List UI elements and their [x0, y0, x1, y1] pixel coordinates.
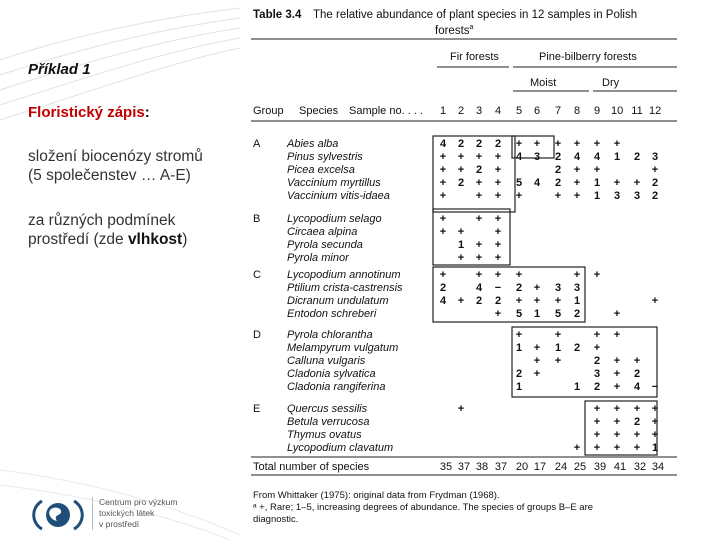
abundance-cell: 1 [593, 177, 601, 189]
species-name: Vaccinium vitis-idaea [287, 190, 390, 202]
abundance-cell: + [554, 355, 562, 367]
abundance-cell: + [457, 151, 465, 163]
abundance-cell: + [439, 190, 447, 202]
institution-logo [32, 495, 222, 535]
abundance-cell: + [573, 177, 581, 189]
abundance-cell: 2 [554, 151, 562, 163]
abundance-cell: + [633, 442, 641, 454]
sample-number: 5 [515, 105, 523, 117]
footnote-line3: diagnostic. [253, 514, 299, 525]
caption-line2 [435, 22, 473, 37]
abundance-cell: + [475, 190, 483, 202]
abundance-cell: 2 [494, 138, 502, 150]
abundance-cell: 1 [515, 381, 523, 393]
para1-line1: složení biocenózy stromů [28, 148, 203, 165]
abundance-cell: + [533, 355, 541, 367]
abundance-cell: + [613, 308, 621, 320]
species-name: Pyrola secunda [287, 239, 363, 251]
table-scan [247, 3, 681, 531]
abundance-cell: + [515, 138, 523, 150]
total-value: 39 [593, 461, 607, 473]
para2-text: prostředí (zde [28, 231, 128, 248]
abundance-cell: + [651, 429, 659, 441]
abundance-cell: + [494, 308, 502, 320]
paragraph-conditions [28, 211, 187, 249]
group-label: E [253, 403, 261, 415]
abundance-cell: 4 [533, 177, 541, 189]
species-name: Pinus sylvestris [287, 151, 363, 163]
abundance-cell: 1 [573, 295, 581, 307]
species-name: Cladonia rangiferina [287, 381, 386, 393]
abundance-cell: 2 [554, 164, 562, 176]
abundance-cell: 4 [633, 381, 641, 393]
abundance-cell: + [613, 416, 621, 428]
abundance-cell: 1 [651, 442, 659, 454]
abundance-cell: 3 [573, 282, 581, 294]
sample-column-header: Sample no. . . . [349, 105, 423, 117]
abundance-cell: + [633, 403, 641, 415]
abundance-cell: + [593, 403, 601, 415]
abundance-cell: + [439, 213, 447, 225]
abundance-cell: + [439, 177, 447, 189]
abundance-cell: + [494, 190, 502, 202]
abundance-cell: 2 [554, 177, 562, 189]
abundance-cell: + [613, 177, 621, 189]
abundance-cell: 4 [573, 151, 581, 163]
species-name: Lycopodium selago [287, 213, 382, 225]
abundance-cell: + [475, 151, 483, 163]
species-name: Thymus ovatus [287, 429, 362, 441]
caption-sup: a [469, 24, 474, 31]
group-label: D [253, 329, 261, 341]
group-label: A [253, 138, 261, 150]
abundance-cell: + [633, 429, 641, 441]
para1-line2: (5 společenstev … A-E) [28, 167, 191, 184]
abundance-cell: + [533, 368, 541, 380]
species-name: Lycopodium annotinum [287, 269, 401, 281]
abundance-cell: + [515, 329, 523, 341]
abundance-cell: + [494, 213, 502, 225]
abundance-cell: 4 [439, 138, 447, 150]
abundance-cell: + [494, 269, 502, 281]
moist-header: Moist [530, 77, 557, 89]
group-label: B [253, 213, 261, 225]
abundance-cell: 2 [651, 177, 659, 189]
abundance-cell: + [613, 368, 621, 380]
abundance-cell: + [613, 329, 621, 341]
abundance-cell: + [593, 269, 601, 281]
abundance-cell: 1 [533, 308, 541, 320]
abundance-cell: + [457, 226, 465, 238]
abundance-cell: + [457, 403, 465, 415]
paragraph-composition [28, 147, 203, 185]
sample-number: 8 [573, 105, 581, 117]
abundance-cell: + [533, 282, 541, 294]
caption-forests: forests [435, 24, 470, 37]
species-name: Picea excelsa [287, 164, 355, 176]
species-name: Circaea alpina [287, 226, 358, 238]
abundance-cell: 2 [651, 190, 659, 202]
abundance-cell: + [533, 295, 541, 307]
abundance-cell: + [494, 252, 502, 264]
footnote-line2: ᵃ +, Rare; 1–5, increasing degrees of abundance. The species of groups B–E are [253, 502, 594, 513]
abundance-cell: + [475, 177, 483, 189]
abundance-cell: 3 [613, 190, 621, 202]
abundance-cell: − [651, 381, 659, 393]
caption-line1: The relative abundance of plant species in 12 samples in Polish [313, 9, 638, 21]
abundance-cell: + [515, 190, 523, 202]
abundance-cell: + [554, 190, 562, 202]
abundance-cell: 2 [439, 282, 447, 294]
abundance-cell: 2 [475, 295, 483, 307]
abundance-cell: 2 [457, 177, 465, 189]
sample-number: 6 [533, 105, 541, 117]
abundance-cell: 5 [515, 177, 523, 189]
total-value: 41 [613, 461, 627, 473]
left-text-panel [28, 0, 243, 540]
abundance-cell: 4 [515, 151, 523, 163]
logo-line2: toxických látek [99, 508, 155, 518]
abundance-cell: 4 [475, 282, 483, 294]
fir-forests-header: Fir forests [450, 51, 499, 63]
pine-bilberry-header: Pine-bilberry forests [539, 51, 637, 63]
abundance-cell: 3 [533, 151, 541, 163]
abundance-cell: + [573, 269, 581, 281]
total-value: 25 [573, 461, 587, 473]
abundance-cell: + [515, 269, 523, 281]
abundance-cell: + [633, 355, 641, 367]
abundance-cell: + [573, 164, 581, 176]
species-name: Dicranum undulatum [287, 295, 389, 307]
logo-line3: v prostředí [99, 519, 140, 529]
abundance-cell: 2 [515, 368, 523, 380]
abundance-cell: + [457, 252, 465, 264]
abundance-cell: + [593, 429, 601, 441]
abundance-cell: + [533, 138, 541, 150]
species-name: Vaccinium myrtillus [287, 177, 381, 189]
section-title [28, 104, 150, 121]
abundance-cell: + [593, 329, 601, 341]
total-value: 34 [651, 461, 665, 473]
sample-number: 2 [457, 105, 465, 117]
abundance-cell: 3 [633, 190, 641, 202]
species-name: Quercus sessilis [287, 403, 368, 415]
abundance-cell: + [613, 403, 621, 415]
abundance-cell: + [613, 381, 621, 393]
para2-line2 [28, 230, 187, 249]
logo-line1: Centrum pro výzkum [99, 497, 178, 507]
abundance-cell: + [554, 329, 562, 341]
sample-number: 3 [475, 105, 483, 117]
species-name: Calluna vulgaris [287, 355, 366, 367]
section-title-colon: : [144, 104, 150, 121]
total-value: 35 [439, 461, 453, 473]
abundance-cell: 3 [554, 282, 562, 294]
species-name: Pyrola chlorantha [287, 329, 373, 341]
sample-number: 4 [494, 105, 502, 117]
abundance-cell: + [651, 416, 659, 428]
abundance-cell: 2 [593, 381, 601, 393]
group-column-header: Group [253, 105, 284, 117]
para2-line1: za různých podmínek [28, 212, 176, 229]
species-name: Betula verrucosa [287, 416, 370, 428]
abundance-cell: + [613, 429, 621, 441]
sample-number: 10 [611, 105, 624, 117]
abundance-cell: 3 [651, 151, 659, 163]
abundance-cell: 2 [573, 308, 581, 320]
section-title-text: Floristický zápis [28, 104, 145, 121]
abundance-cell: + [515, 295, 523, 307]
abundance-cell: 2 [633, 368, 641, 380]
species-name: Lycopodium clavatum [287, 442, 394, 454]
abundance-cell: + [573, 442, 581, 454]
sample-number: 11 [631, 105, 643, 117]
abundance-cell: + [593, 164, 601, 176]
abundance-cell: + [494, 164, 502, 176]
abundance-cell: + [573, 190, 581, 202]
total-value: 24 [554, 461, 568, 473]
abundance-cell: + [613, 355, 621, 367]
total-value: 37 [457, 461, 471, 473]
abundance-cell: + [633, 177, 641, 189]
abundance-cell: + [494, 226, 502, 238]
abundance-cell: 2 [475, 138, 483, 150]
abundance-cell: + [651, 403, 659, 415]
sample-number: 7 [554, 105, 562, 117]
abundance-cell: + [439, 269, 447, 281]
abundance-cell: + [475, 213, 483, 225]
species-name: Ptilium crista-castrensis [287, 282, 403, 294]
dry-header: Dry [602, 77, 620, 89]
abundance-cell: + [533, 342, 541, 354]
abundance-cell: + [439, 164, 447, 176]
para2-bold: vlhkost [127, 231, 183, 248]
abundance-cell: + [554, 138, 562, 150]
logo-text [92, 497, 177, 530]
abundance-cell: + [457, 164, 465, 176]
species-name: Cladonia sylvatica [287, 368, 376, 380]
abundance-cell: + [475, 252, 483, 264]
species-name: Entodon schreberi [287, 308, 377, 320]
sample-number: 9 [593, 105, 601, 117]
abundance-cell: + [651, 295, 659, 307]
abundance-cell: 2 [633, 151, 641, 163]
abundance-cell: 4 [439, 295, 447, 307]
abundance-cell: 5 [515, 308, 523, 320]
abundance-cell: + [593, 138, 601, 150]
abundance-cell: + [554, 295, 562, 307]
globe-logo-icon [32, 495, 84, 535]
abundance-cell: 3 [593, 368, 601, 380]
species-name: Pyrola minor [287, 252, 349, 264]
caption-label: Table 3.4 [253, 9, 302, 21]
abundance-cell: + [593, 442, 601, 454]
abundance-cell: + [494, 239, 502, 251]
sample-number: 1 [439, 105, 447, 117]
abundance-cell: + [494, 177, 502, 189]
abundance-cell: 2 [593, 355, 601, 367]
abundance-cell: 1 [457, 239, 465, 251]
abundance-cell: 2 [494, 295, 502, 307]
abundance-cell: 5 [554, 308, 562, 320]
abundance-cell: − [494, 282, 502, 294]
para2-close: ) [182, 231, 188, 248]
abundance-cell: 2 [573, 342, 581, 354]
abundance-cell: + [494, 151, 502, 163]
abundance-cell: + [593, 416, 601, 428]
abundance-cell: + [573, 138, 581, 150]
abundance-cell: + [651, 164, 659, 176]
abundance-cell: 4 [593, 151, 601, 163]
abundance-cell: + [613, 138, 621, 150]
group-label: C [253, 269, 261, 281]
abundance-cell: 1 [613, 151, 621, 163]
total-value: 32 [633, 461, 647, 473]
abundance-cell: 1 [554, 342, 562, 354]
total-label: Total number of species [253, 461, 370, 473]
total-value: 20 [515, 461, 529, 473]
total-value: 17 [533, 461, 547, 473]
abundance-cell: 2 [515, 282, 523, 294]
total-value: 38 [475, 461, 489, 473]
species-name: Melampyrum vulgatum [287, 342, 399, 354]
species-name: Abies alba [287, 138, 339, 150]
abundance-cell: + [439, 226, 447, 238]
abundance-cell: + [475, 269, 483, 281]
abundance-cell: + [475, 239, 483, 251]
footnote-line1: From Whittaker (1975): original data from Frydman (1968). [253, 490, 500, 501]
species-column-header: Species [299, 105, 339, 117]
abundance-cell: 1 [593, 190, 601, 202]
example-title: Příklad 1 [28, 61, 91, 78]
abundance-cell: 2 [633, 416, 641, 428]
abundance-cell: + [613, 442, 621, 454]
abundance-cell: + [593, 342, 601, 354]
abundance-cell: 1 [515, 342, 523, 354]
total-value: 37 [494, 461, 508, 473]
abundance-cell: 2 [457, 138, 465, 150]
abundance-cell: 2 [475, 164, 483, 176]
abundance-cell: + [457, 295, 465, 307]
sample-number: 12 [649, 105, 662, 117]
abundance-cell: + [439, 151, 447, 163]
abundance-cell: 1 [573, 381, 581, 393]
